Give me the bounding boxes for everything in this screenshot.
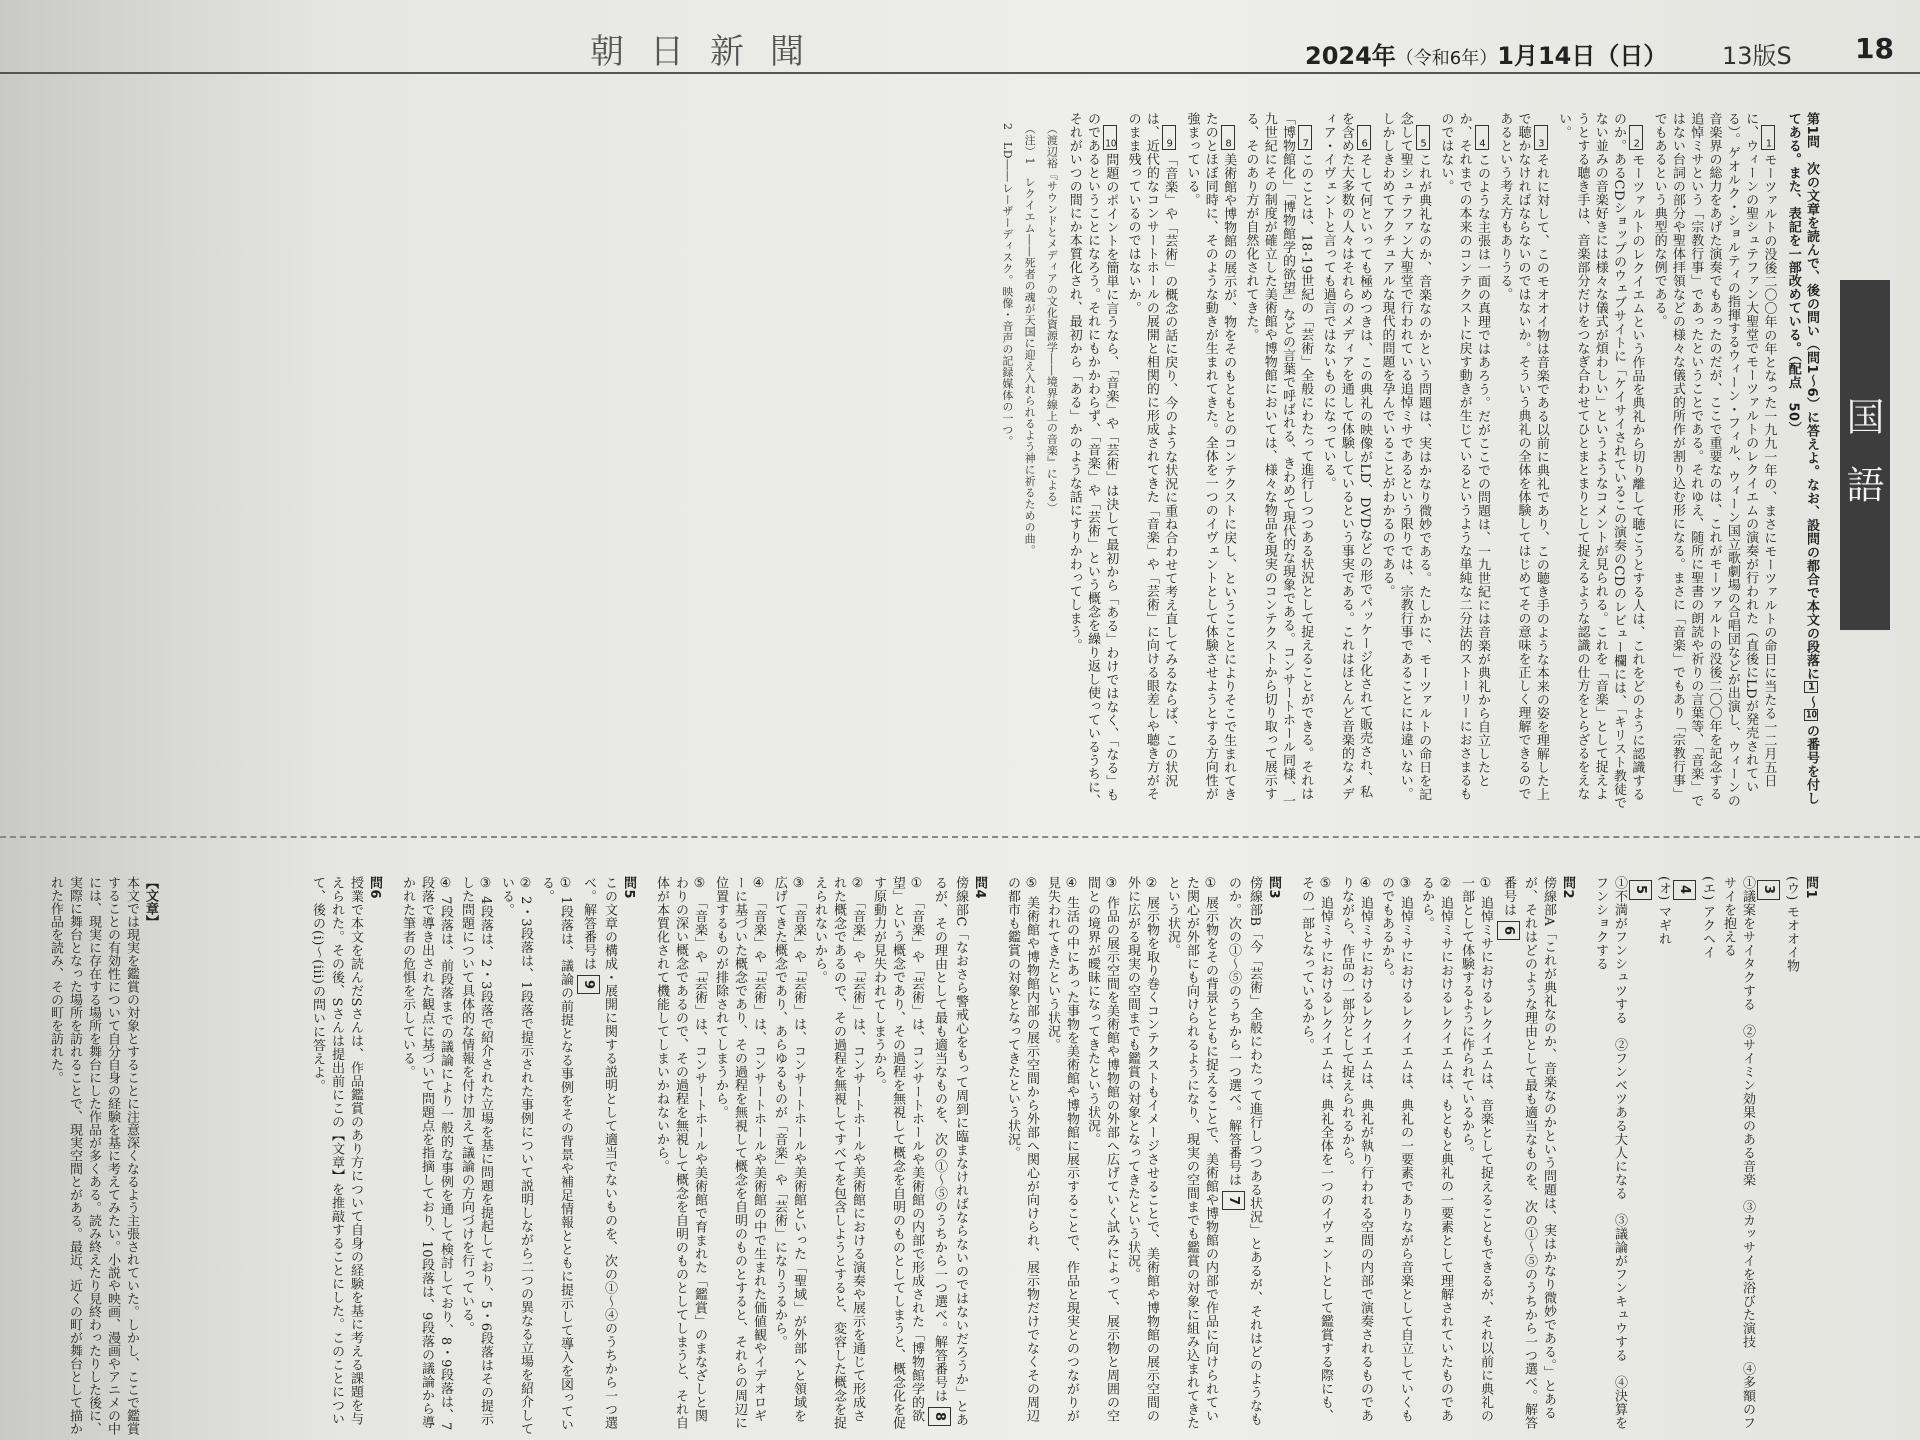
answer-box[interactable]: 8 [928, 1407, 951, 1427]
paragraph-number: 10 [1103, 125, 1117, 150]
choice: (オ) マギれ [1656, 876, 1671, 946]
paragraph-number: 5 [1416, 125, 1430, 150]
paragraph [1064, 112, 1119, 812]
question-1 [1591, 876, 1820, 1436]
paragraph [1182, 112, 1237, 812]
date-day: 1月14日（日） [1497, 42, 1668, 70]
question1-article [30, 112, 1820, 812]
choice[interactable]: ② 追悼ミサにおけるレクイエムは、もともと典礼の一要素として理解されていたものであるから。 [1419, 876, 1453, 1423]
answer-box[interactable]: 3 [1757, 880, 1780, 900]
question-text: 授業で本文を読んだSさんは、作品鑑賞のあり方について自身の経験を基に考える課題を与えられた。その後、Sさんは提出前にこの【文章】を推敲することにした。このことについて、後の(i)〜(iii)の問いに答えよ。 [310, 876, 363, 1426]
source-citation: （渡辺裕『サウンドとメディアの文化資源学――境界線上の音楽』による） [1045, 123, 1059, 514]
paragraph-text: これが典礼なのか、音楽なのかという問題は、実はかなり微妙である。たしかに、モーツァルトの命日を記念して聖シュテファン大聖堂で行われている追悼ミサであるという限りでは、宗教行事であることには違いない。しかしきわめてアクチュアルな現代的問題を孕んでいることがわかるのである。 [1379, 112, 1432, 801]
choice[interactable]: ③ 作品の展示空間を美術館や博物館の外部へ広げていく試みによって、展示物と周囲の空間との境界が曖昧になってきたという状況。 [1085, 876, 1119, 1423]
paragraph-text: 問題のポイントを簡単に言うなら、「音楽」や「芸術」は決して最初から「ある」わけではなく、「なる」ものであるということになろう。それにもかかわらず、「音楽」や「芸術」という概念を繰り返し使っているうちに、それがいつの間にか本質化され、最初から「ある」かのような話にすりかわってしまう。 [1066, 112, 1119, 808]
choice[interactable]: ② 展示物を取り巻くコンテクストもイメージさせることで、美術館や博物館の展示空間の外に広がる現実の空間までも鑑賞の対象となってきたという状況。 [1125, 876, 1159, 1423]
question-4 [652, 876, 989, 1436]
choice[interactable]: ④ 「音楽」や「芸術」は、コンサートホールや美術館の中で生まれた価値観やイデオロギーに基づいた概念であり、その過程を無視して概念を自明のものとすると、それらの周辺に位置するものが排除されてしまうから。 [713, 876, 766, 1430]
question-text: この文章の構成・展開に関する説明として適当でないものを、次の①〜④のうちから一つ選べ。解答番号は [581, 876, 617, 1430]
choice[interactable]: ④ 生活の中にあった事物を美術館や博物館に展示することで、作品と現実とのつながりが見失われてきたという状況。 [1045, 876, 1079, 1423]
masthead-rule [0, 72, 1920, 74]
question-label: 問3 [1266, 876, 1281, 900]
paragraph-number: 2 [1629, 125, 1643, 150]
questions-section [120, 876, 1820, 1436]
essay-excerpt [0, 876, 160, 1436]
paragraph-number: 8 [1221, 125, 1235, 150]
question-label: 問4 [972, 876, 987, 900]
paragraph-number: 6 [1357, 125, 1371, 150]
newspaper-logo: 朝日新聞 [590, 32, 830, 72]
paragraph [1377, 112, 1432, 812]
question-text: 傍線部C「なおさら警戒心をもって周到に臨まなければならないのではないだろうか」とあるが、その理由として最も適当なものを、次の①〜⑤のうちから一つ選べ。解答番号は [932, 876, 968, 1427]
paragraph-number: 4 [1475, 125, 1489, 150]
choice[interactable]: ① 展示物をその背景とともに捉えることで、美術館や博物館の内部で作品に向けられていた関心が外部にも向けられるようになり、現実の空間までも鑑賞の対象に組み込まれてきたという状況。 [1165, 876, 1218, 1430]
paragraph [1436, 112, 1491, 812]
question-text: 傍線部A「これが典礼なのか、音楽なのかという問題は、実はかなり微妙である。」とあるが、それはどのような理由として最も適当なものを、次の①〜⑤のうちから一つ選べ。解答番号は [1501, 876, 1556, 1430]
edition-label: 13版S [1722, 42, 1792, 70]
question-3 [1003, 876, 1283, 1436]
paragraph-text: モーツァルトの没後二〇〇年の年となった一九九一年の、まさにモーツァルトの命日に当たる一二月五日に、ウィーンの聖シュテファン大聖堂でモーツァルトのレクイエムの演奏が行われた（直後にLDが発売されている）。ゲオルク・ショルティの指揮するウィーン・フィル、ウィーン国立歌劇場の合唱団などが出演し、ウィーンの音楽界の総力をあげた演奏でもあったのだが、ここで重要なのは、これがモーツァルトの没後二〇〇年を記念する追悼ミサという「宗教行事」であったということである。それゆえ、随所に聖書の朗読や祈りの言葉等、「音楽」ではない台詞の部分や聖体拝領などの様々な儀式的所作が割り込む形になる。まさに「音楽」でもあり「宗教行事」でもあるという典型的な例である。 [1651, 112, 1777, 808]
choice: (ウ) モオオイ物 [1784, 876, 1799, 973]
masthead [0, 18, 1920, 72]
paragraph-text: 「音楽」や「芸術」の概念の話に戻り、今のような状況に重ね合わせて考え直してみるならば、この状況は、近代的なコンサートホールの展開と相関的に形成されてきた「音楽」や「芸術」に向ける眼差しや聴き方がそのまま残っているのではないか。 [1125, 112, 1178, 801]
question-2 [1297, 876, 1577, 1436]
answer-box[interactable]: 5 [1629, 880, 1652, 900]
answer-box[interactable]: 9 [577, 975, 600, 995]
subject-label: 国語 [1840, 280, 1890, 630]
choice: ①不満がフンシュツする ②フンベツある大人になる ③議論がフンキュウする ④決算をフンショクする [1593, 876, 1627, 1430]
question1-instruction-tail: の番号を付してある。また、表記を一部改めている。（配点 50） [1785, 112, 1819, 806]
question1-title: 第1問 [1804, 112, 1819, 149]
question-label: 問6 [367, 876, 382, 900]
paragraph-text: そして何といっても極めつきは、この典礼の映像がLD、DVDなどの形でパッケージ化されて販売され、私を含めた大多数の人々はそれらのメディアを通して体験しているという事実である。これはほとんど音楽的なメディア・イヴェントと言っても過言ではないものになっている。 [1320, 112, 1373, 801]
essay-label: 【文章】 [143, 876, 158, 928]
choice[interactable]: ② 2・3段落は、1段落で提示された事例について説明しながら二つの異なる立場を紹介している。 [499, 876, 533, 1436]
question1-heading: 第1問 次の文章を読んで、後の問い（問1〜6）に答えよ。なお、設問の都合で本文の段落に1〜10の番号を付してある。また、表記を一部改めている。（配点 50） [1785, 112, 1819, 806]
paragraph-number: 9 [1162, 125, 1176, 150]
paragraph [1554, 112, 1645, 812]
paragraph-text: 美術館や博物館の展示が、物をそのもともとのコンテクストに戻し、というこことによりそこで生まれてきたのとほぼ同時に、そのような動きが生まれてきた。全体を一つのイヴェントとして体験させようとする方向性が強まっている。 [1184, 112, 1237, 801]
answer-box[interactable]: 6 [1497, 921, 1520, 941]
paragraph [1241, 112, 1314, 812]
answer-box[interactable]: 7 [1222, 1191, 1245, 1211]
paragraph-number: 3 [1534, 125, 1548, 150]
choice[interactable]: ⑤ 追悼ミサにおけるレクイエムは、典礼全体を一つのイヴェントとして鑑賞する際にも、その一部となっているから。 [1299, 876, 1333, 1423]
paragraph [1495, 112, 1550, 812]
paragraph-text: このような主張は一面の真理ではあろう。だがここでの問題は、一九世紀には音楽が典礼から自立したとか、それまでの本来のコンテクストに戻す動きが生じているというような単純な二分法的ストーリーにおさまるものではない。 [1438, 112, 1490, 801]
choice[interactable]: ② 「音楽」や「芸術」は、コンサートホールや美術館における演奏や展示を通じて形成された概念であるので、その過程を無視してすべてを包含しようとすると、変容した概念を捉えられないから。 [812, 876, 865, 1430]
paragraph-text: モーツァルトのレクイエムという作品を典礼から切り離して聴こうとする人は、これをどのように認識するのか。あるCDショップのウェブサイトに「ケイサイされているこの演奏のCDのレビュー欄には、「キリスト教徒でない並みの音楽好きには様々な儀式が煩わしい」というようなコメントが見られる。これを「音楽」として捉えようとする聴き手は、音楽部分だけをつなぎ合わせてひとまとまりとして捉えるような認識の仕方をとらざるをえない。 [1556, 112, 1645, 810]
choice: ①議案をサイタクする ②サイミン効果のある音楽 ③カッサイを浴びた演技 ④多額のフサイを抱える [1721, 876, 1755, 1430]
question-label: 問1 [1803, 876, 1818, 900]
paragraph [1123, 112, 1178, 812]
date-era: （令和6年） [1395, 48, 1498, 69]
question-6 [308, 876, 384, 1436]
section-divider [0, 836, 1920, 838]
dateline [1305, 36, 1667, 71]
footnote: 2 LD――レーザーディスク。映像・音声の記録媒体の一つ。 [1000, 123, 1014, 447]
question-text: 傍線部B「今「芸術」全般にわたって進行しつつある状況」とあるが、それはどのようなものか。次の①〜⑤のうちから一つ選べ。解答番号は [1226, 876, 1262, 1427]
paragraph-text: それに対して、このモオオイ物は音楽である以前に典礼であり、この聴き手のような本来の姿を理解した上で聴かなければならないのではないか。そういう典礼の全体を体験してはじめてその意味を正しく理解できるのであるという考え方もありうる。 [1497, 112, 1549, 801]
paragraph-number: 7 [1298, 125, 1312, 150]
choice[interactable]: ⑤ 美術館や博物館内部の展示空間から外部へ関心が向けられ、展示物だけでなくその周辺の都市も鑑賞の対象となってきたという状況。 [1005, 876, 1039, 1423]
paragraph-number: 1 [1761, 125, 1775, 150]
choice[interactable]: ④ 追悼ミサにおけるレクイエムは、典礼が執り行われる空間の内部で演奏されるものでありながら、作品の一部分として捉えられるから。 [1339, 876, 1373, 1423]
essay-text: 本文では現実を鑑賞の対象とすることに注意深くなるよう主張されていた。しかし、ここで鑑賞することの有効性について自分自身の経験を基に考えてみたい。小説や映画、漫画やアニメの中には、現実に存在する場所を舞台にした作品が多くある。読み終えたり見終わったりした後に、実際に舞台となった場所を訪れることで、現実空間とがある。最近、近くの町が舞台として描かれた作品を読み、その町を訪れた。 [48, 876, 139, 1435]
question-label: 問5 [621, 876, 636, 900]
choice[interactable]: ① 1段落は、議論の前提となる事例をその背景や補足情報とともに提示して導入を図っている。 [539, 876, 573, 1432]
paragraph [1318, 112, 1373, 812]
page-number: 18 [1855, 32, 1894, 65]
question-5 [398, 876, 638, 1436]
choice[interactable]: ① 「音楽」や「芸術」は、コンサートホールや美術館の内部で形成された「博物館学的欲望」という概念であり、その過程を無視して概念を自明のものとしてしまうと、概念化を促す原動力が見失われてしまうから。 [871, 876, 924, 1430]
choice[interactable]: ③ 追悼ミサにおけるレクイエムは、典礼の一要素でありながら音楽として自立していくものでもあるから。 [1379, 876, 1413, 1423]
question-label: 問2 [1560, 876, 1575, 900]
date-year: 2024年 [1305, 42, 1396, 70]
footnote: （注）1 レクイエム――死者の魂が天国に迎え入れられるよう神に祈るための曲。 [1023, 123, 1037, 556]
answer-box[interactable]: 4 [1673, 880, 1696, 900]
choice: (エ) アクヘイ [1700, 876, 1715, 960]
choice[interactable]: ⑤ 「音楽」や「芸術」は、コンサートホールや美術館で育まれた「鑑賞」のまなざしと関わりの深い概念であるので、その過程を無視して概念を自明のものとしてしまうと、それ自体が本質化されて機能してしまいかねないから。 [654, 876, 707, 1430]
paragraph-text: このことは、18-19世紀の「芸術」全般にわたって進行しつつある状況として捉えることができる。それは「博物館化」「博物館学的欲望」などの言葉で呼ばれる、きわめて現代的な現象である。コンサートホール同様、一九世紀にその制度が確立した美術館や博物館においては、様々な物品を現実のコンテクストから切り取って展示する、そのあり方が自然化されてきた。 [1243, 112, 1314, 808]
choice[interactable]: ④ 7段落は、前段落までの議論により一般的な事例を通して検討しており、8・9段落は、7段落で導き出された観点に基づいて問題点を指摘しており、10段落は、9段落の議論から導かれた筆者の危惧を示している。 [400, 876, 453, 1431]
choice[interactable]: ③ 「音楽」や「芸術」は、コンサートホールや美術館といった「聖域」が外部へと領域を広げてきた概念であり、あらゆるものが「音楽」や「芸術」になりうるから。 [772, 876, 806, 1423]
choice[interactable]: ① 追悼ミサにおけるレクイエムは、音楽として捉えることもできるが、それ以前に典礼の一部として体験するように作られているから。 [1459, 876, 1493, 1423]
paragraph [1649, 112, 1777, 812]
question1-instruction: 次の文章を読んで、後の問い（問1〜6）に答えよ。なお、設問の都合で本文の段落に [1804, 162, 1819, 681]
choice[interactable]: ③ 4段落は、2・3段落で紹介された立場を基に問題を提起しており、5・6段落はその提示した問題について具体的な情報を付け加えて議論の方向づけを行っている。 [459, 876, 493, 1426]
